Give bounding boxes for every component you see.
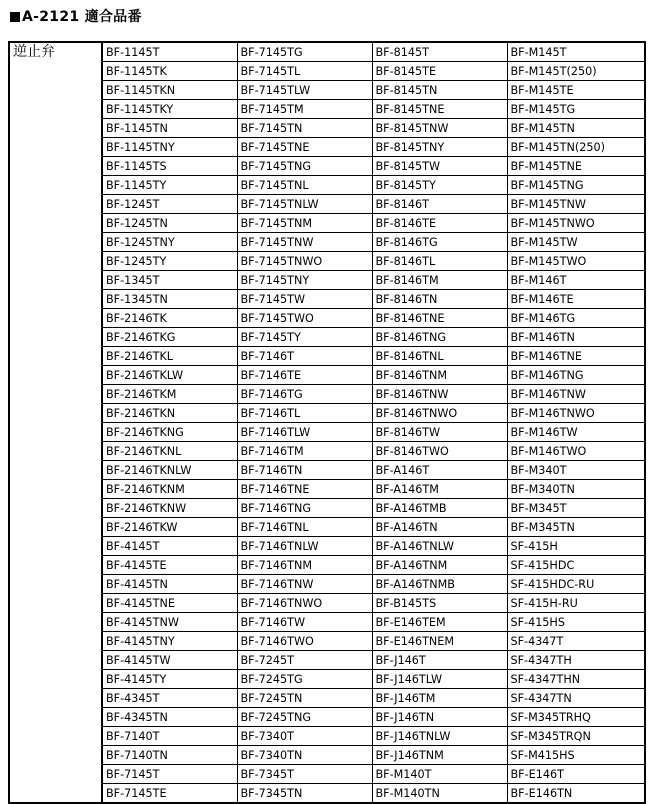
part-number-cell: BF-1245TY [102,252,237,271]
part-number-cell: BF-M340T [507,461,645,480]
table-row [9,499,645,518]
part-number-cell: BF-2146TKW [102,518,237,537]
part-number-cell: BF-2146TKNLW [102,461,237,480]
part-number-cell: BF-1245TN [102,214,237,233]
part-number-cell: BF-7145TWO [237,309,372,328]
part-number-cell: BF-4145TNE [102,594,237,613]
part-number-cell: BF-1145TNY [102,138,237,157]
page-title-text: A-2121 適合品番 [22,9,142,25]
part-number-cell: BF-J146TLW [372,670,507,689]
part-number-cell: SF-415H-RU [507,594,645,613]
table-row [9,461,645,480]
table-row [9,613,645,632]
part-number-cell: BF-2146TK [102,309,237,328]
table-row [9,651,645,670]
part-number-cell: BF-A146T [372,461,507,480]
part-number-cell: BF-M140T [372,765,507,784]
part-number-cell: BF-M140TN [372,784,507,804]
part-number-cell: BF-8146TL [372,252,507,271]
part-number-cell: BF-1145TKN [102,81,237,100]
part-number-cell: BF-8145TNE [372,100,507,119]
part-number-cell: BF-7146TM [237,442,372,461]
part-number-cell: BF-7146TNM [237,556,372,575]
part-number-cell: BF-7145TE [102,784,237,804]
part-number-cell: SF-M345TRQN [507,727,645,746]
part-number-cell: BF-7146TNLW [237,537,372,556]
part-number-cell: BF-2146TKN [102,404,237,423]
part-number-cell: BF-8146TWO [372,442,507,461]
table-row [9,157,645,176]
part-number-cell: BF-7146TNG [237,499,372,518]
part-number-cell: BF-2146TKM [102,385,237,404]
part-number-cell: BF-7145TNY [237,271,372,290]
part-number-cell: BF-A146TNLW [372,537,507,556]
table-row [9,423,645,442]
table-row [9,784,645,804]
part-number-cell: BF-7146TLW [237,423,372,442]
part-number-cell: BF-7146TWO [237,632,372,651]
part-number-cell: BF-B145TS [372,594,507,613]
part-number-cell: BF-8145TE [372,62,507,81]
table-row [9,537,645,556]
table-row [9,670,645,689]
table-row [9,176,645,195]
part-number-cell: BF-A146TN [372,518,507,537]
part-number-cell: BF-2146TKNG [102,423,237,442]
part-number-cell: BF-1245TNY [102,233,237,252]
table-row [9,594,645,613]
table-row [9,366,645,385]
part-number-cell: BF-2146TKG [102,328,237,347]
table-row [9,518,645,537]
compatible-parts-table [8,41,646,804]
part-number-cell: BF-7245TNG [237,708,372,727]
table-row [9,309,645,328]
part-number-cell: BF-A146TNMB [372,575,507,594]
part-number-cell: BF-8146TG [372,233,507,252]
part-number-cell: SF-415HS [507,613,645,632]
part-number-cell: BF-7145TNWO [237,252,372,271]
part-number-cell: BF-M146T [507,271,645,290]
part-number-cell: BF-M145TNWO [507,214,645,233]
part-number-cell: BF-7146TN [237,461,372,480]
part-number-cell: BF-A146TM [372,480,507,499]
part-number-cell: BF-8145TNW [372,119,507,138]
part-number-cell: BF-M146TNWO [507,404,645,423]
part-number-cell: BF-8146TM [372,271,507,290]
part-number-cell: BF-7145TNW [237,233,372,252]
part-number-cell: BF-E146TNEM [372,632,507,651]
part-number-cell: BF-7145TW [237,290,372,309]
part-number-cell: BF-J146TNLW [372,727,507,746]
part-number-cell: BF-J146T [372,651,507,670]
table-row [9,100,645,119]
part-number-cell: BF-7145TNL [237,176,372,195]
part-number-cell: BF-M145T(250) [507,62,645,81]
table-row [9,632,645,651]
page-title [10,6,142,26]
part-number-cell: BF-7145TNE [237,138,372,157]
part-number-cell: BF-7145TLW [237,81,372,100]
part-number-cell: BF-7146TG [237,385,372,404]
table-row [9,385,645,404]
part-number-cell: BF-7345T [237,765,372,784]
table-row [9,727,645,746]
part-number-cell: BF-8145TNY [372,138,507,157]
part-number-cell: BF-A146TMB [372,499,507,518]
part-number-cell: BF-E146TN [507,784,645,804]
table-row [9,233,645,252]
parts-table-body [9,42,645,803]
part-number-cell: SF-M415HS [507,746,645,765]
part-number-cell: BF-7145TN [237,119,372,138]
table-row [9,765,645,784]
part-number-cell: BF-1145T [102,42,237,62]
part-number-cell: BF-7140TN [102,746,237,765]
part-number-cell: BF-M146TG [507,309,645,328]
part-number-cell: BF-8146T [372,195,507,214]
part-number-cell: BF-1245T [102,195,237,214]
table-row [9,81,645,100]
part-number-cell: BF-7145TNG [237,157,372,176]
part-number-cell: BF-7146TNW [237,575,372,594]
part-number-cell: BF-8146TNM [372,366,507,385]
table-row [9,347,645,366]
part-number-cell: BF-M146TE [507,290,645,309]
part-number-cell: BF-4145TY [102,670,237,689]
table-row [9,442,645,461]
part-number-cell: SF-415HDC [507,556,645,575]
part-number-cell: BF-8146TNE [372,309,507,328]
table-row [9,214,645,233]
part-number-cell: BF-4145TNW [102,613,237,632]
part-number-cell: SF-M345TRHQ [507,708,645,727]
part-number-cell: BF-J146TNM [372,746,507,765]
part-number-cell: BF-2146TKL [102,347,237,366]
part-number-cell: BF-M145TWO [507,252,645,271]
part-number-cell: BF-M340TN [507,480,645,499]
table-row [9,290,645,309]
part-number-cell: BF-7146TNWO [237,594,372,613]
part-number-cell: BF-8145TY [372,176,507,195]
part-number-cell: BF-8146TE [372,214,507,233]
part-number-cell: BF-8145TN [372,81,507,100]
table-row [9,138,645,157]
part-number-cell: BF-8146TNG [372,328,507,347]
part-number-cell: BF-M146TW [507,423,645,442]
part-number-cell: SF-415HDC-RU [507,575,645,594]
part-number-cell: BF-M145TNW [507,195,645,214]
table-row [9,556,645,575]
part-number-cell: BF-7340TN [237,746,372,765]
table-row [9,689,645,708]
part-number-cell: BF-7145TY [237,328,372,347]
table-row [9,328,645,347]
part-number-cell: BF-8145T [372,42,507,62]
part-number-cell: SF-4347T [507,632,645,651]
part-number-cell: BF-4345TN [102,708,237,727]
part-number-cell: SF-4347TN [507,689,645,708]
part-number-cell: BF-8146TW [372,423,507,442]
table-row [9,42,645,62]
part-number-cell: BF-1145TN [102,119,237,138]
part-number-cell: BF-2146TKNW [102,499,237,518]
part-number-cell: BF-8146TNWO [372,404,507,423]
table-row [9,480,645,499]
part-number-cell: BF-M145T [507,42,645,62]
part-number-cell: BF-1345T [102,271,237,290]
part-number-cell: BF-7146TNL [237,518,372,537]
part-number-cell: BF-1145TK [102,62,237,81]
part-number-cell: BF-7145TL [237,62,372,81]
part-number-cell: BF-1145TY [102,176,237,195]
part-number-cell: BF-4145TW [102,651,237,670]
part-number-cell: BF-7145TNLW [237,195,372,214]
table-row [9,252,645,271]
part-number-cell: SF-415H [507,537,645,556]
part-number-cell: BF-8145TW [372,157,507,176]
part-number-cell: BF-M146TNG [507,366,645,385]
part-number-cell: BF-7245T [237,651,372,670]
part-number-cell: BF-E146T [507,765,645,784]
part-number-cell: BF-7146TE [237,366,372,385]
table-row [9,708,645,727]
part-number-cell: BF-7145T [102,765,237,784]
part-number-cell: BF-7146T [237,347,372,366]
part-number-cell: SF-4347THN [507,670,645,689]
part-number-cell: BF-7146TL [237,404,372,423]
part-number-cell: BF-A146TNM [372,556,507,575]
part-number-cell: BF-7145TG [237,42,372,62]
part-number-cell: BF-M345T [507,499,645,518]
part-number-cell: BF-M145TG [507,100,645,119]
table-row [9,404,645,423]
part-number-cell: BF-1145TS [102,157,237,176]
part-number-cell: BF-M145TN(250) [507,138,645,157]
part-number-cell: BF-M145TN [507,119,645,138]
part-number-cell: BF-7140T [102,727,237,746]
part-number-cell: BF-4345T [102,689,237,708]
part-number-cell: BF-2146TKNM [102,480,237,499]
part-number-cell: BF-M145TW [507,233,645,252]
part-number-cell: BF-M146TWO [507,442,645,461]
part-number-cell: BF-M146TN [507,328,645,347]
part-number-cell: BF-M145TNE [507,157,645,176]
part-number-cell: BF-M145TNG [507,176,645,195]
part-number-cell: BF-1345TN [102,290,237,309]
part-number-cell: BF-J146TN [372,708,507,727]
table-row [9,575,645,594]
part-number-cell: BF-2146TKNL [102,442,237,461]
part-number-cell: SF-4347TH [507,651,645,670]
part-number-cell: BF-7245TG [237,670,372,689]
part-number-cell: BF-4145T [102,537,237,556]
part-number-cell: BF-7345TN [237,784,372,804]
part-number-cell: BF-M345TN [507,518,645,537]
part-number-cell: BF-1145TKY [102,100,237,119]
part-number-cell: BF-M146TNW [507,385,645,404]
table-row [9,119,645,138]
part-number-cell: BF-2146TKLW [102,366,237,385]
table-row [9,62,645,81]
table-row [9,746,645,765]
part-number-cell: BF-8146TNW [372,385,507,404]
part-number-cell: BF-7146TW [237,613,372,632]
part-number-cell: BF-E146TEM [372,613,507,632]
part-number-cell: BF-8146TN [372,290,507,309]
table-row [9,195,645,214]
part-number-cell: BF-4145TE [102,556,237,575]
part-number-cell: BF-8146TNL [372,347,507,366]
square-bullet-icon [10,12,20,22]
part-number-cell: BF-7145TM [237,100,372,119]
part-number-cell: BF-J146TM [372,689,507,708]
part-number-cell: BF-M145TE [507,81,645,100]
table-row [9,271,645,290]
part-number-cell: BF-7245TN [237,689,372,708]
part-number-cell: BF-7146TNE [237,480,372,499]
part-number-cell: BF-4145TNY [102,632,237,651]
category-label: 逆止弁 [9,42,102,803]
part-number-cell: BF-7340T [237,727,372,746]
part-number-cell: BF-M146TNE [507,347,645,366]
part-number-cell: BF-7145TNM [237,214,372,233]
part-number-cell: BF-4145TN [102,575,237,594]
